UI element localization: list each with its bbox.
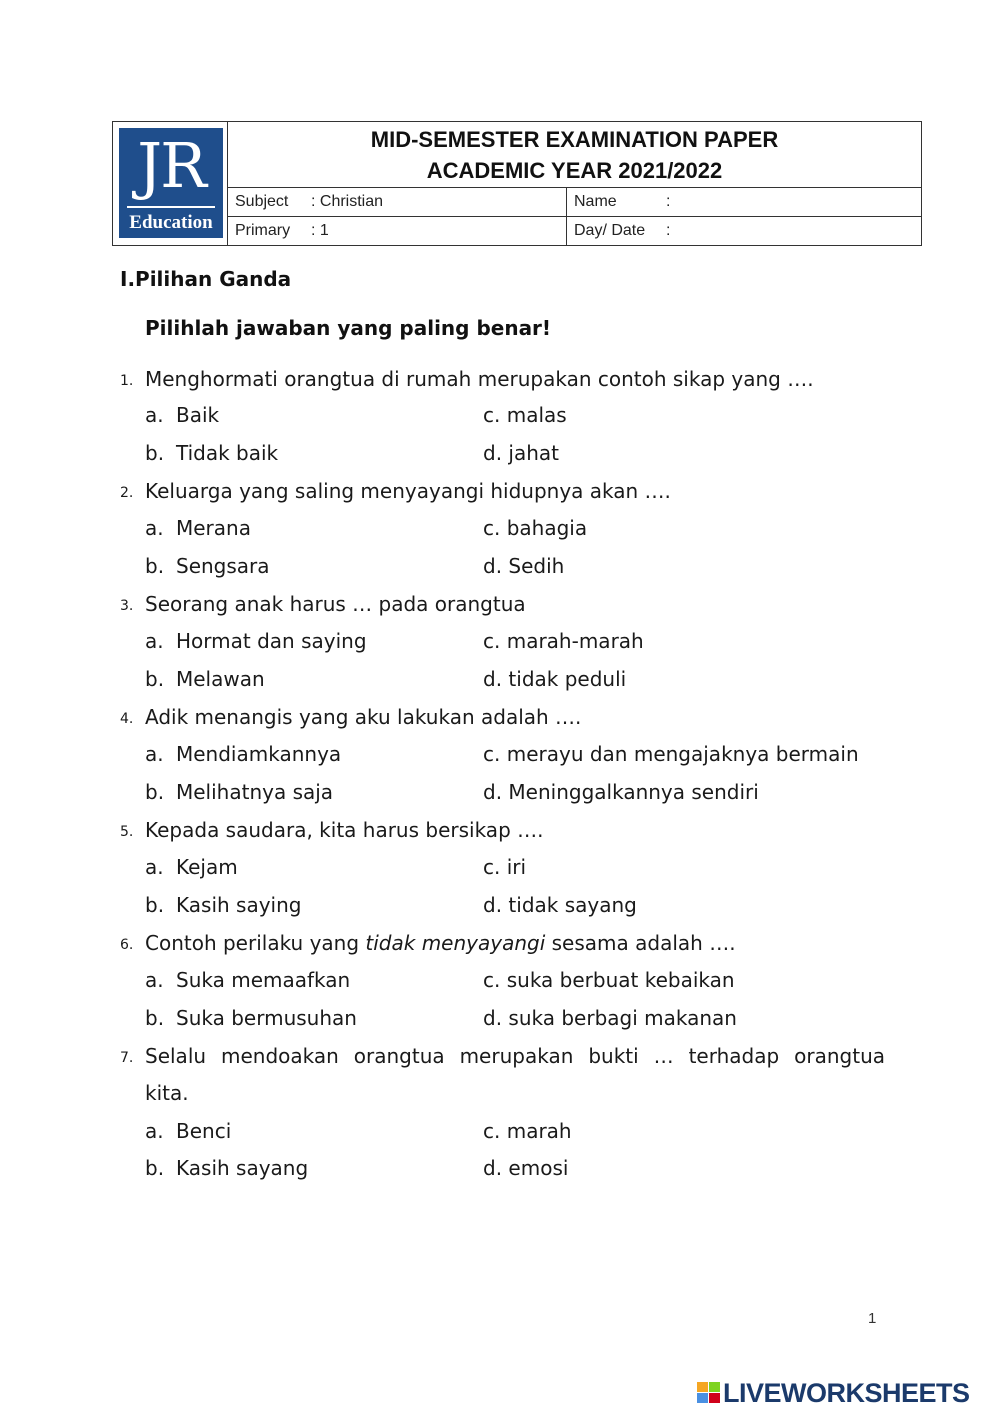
question-text-line1: Selalu mendoakan orangtua merupakan bukti … terhadap orangtua <box>145 1044 885 1068</box>
option-b[interactable]: b. Sengsara <box>145 554 270 578</box>
exam-header-table <box>112 121 922 246</box>
option-a[interactable]: a. Merana <box>145 516 251 540</box>
question-text-line2: kita. <box>145 1081 189 1105</box>
liveworksheets-watermark[interactable] <box>697 1378 997 1408</box>
question-text: Keluarga yang saling menyayangi hidupnya akan …. <box>145 479 671 503</box>
option-b[interactable]: b. Melihatnya saja <box>145 780 334 804</box>
name-cell <box>567 188 921 216</box>
exam-title-cell <box>228 122 921 188</box>
liveworksheets-text: LIVEWORKSHEETS <box>723 1378 970 1408</box>
option-d[interactable]: d. jahat <box>483 441 560 465</box>
option-d[interactable]: d. suka berbagi makanan <box>483 1006 737 1030</box>
primary-value: : 1 <box>311 222 329 239</box>
question-number: 5. <box>120 824 134 840</box>
option-d[interactable]: d. tidak peduli <box>483 667 627 691</box>
option-a[interactable]: a. Hormat dan saying <box>145 629 367 653</box>
option-d[interactable]: d. Meninggalkannya sendiri <box>483 780 759 804</box>
liveworksheets-logo-icon <box>697 1382 721 1404</box>
question-number: 3. <box>120 598 134 614</box>
question-text: Seorang anak harus … pada orangtua <box>145 592 526 616</box>
section-instruction: Pilihlah jawaban yang paling benar! <box>145 316 552 340</box>
question-number: 7. <box>120 1050 134 1066</box>
question-text-italic: tidak menyayangi <box>365 931 546 955</box>
option-c[interactable]: c. suka berbuat kebaikan <box>483 968 735 992</box>
subject-value: : Christian <box>311 193 384 210</box>
exam-title-line2: ACADEMIC YEAR 2021/2022 <box>426 158 723 183</box>
option-d[interactable]: d. emosi <box>483 1156 569 1180</box>
logo-cell <box>113 122 228 245</box>
option-a[interactable]: a. Mendiamkannya <box>145 742 342 766</box>
section-title: I.Pilihan Ganda <box>120 267 292 291</box>
option-b[interactable]: b. Kasih sayang <box>145 1156 309 1180</box>
option-c[interactable]: c. iri <box>483 855 527 879</box>
option-c[interactable]: c. merayu dan mengajaknya bermain <box>483 742 859 766</box>
question-text: Contoh perilaku yang tidak menyayangi sesama adalah …. <box>145 931 736 955</box>
question-number: 4. <box>120 711 134 727</box>
question-number: 2. <box>120 485 134 501</box>
name-field[interactable]: : <box>666 193 671 210</box>
date-field[interactable]: : <box>666 222 671 239</box>
question-number: 6. <box>120 937 134 953</box>
question-text: Menghormati orangtua di rumah merupakan contoh sikap yang …. <box>145 367 814 391</box>
question-text: Adik menangis yang aku lakukan adalah …. <box>145 705 582 729</box>
option-c[interactable]: c. malas <box>483 403 567 427</box>
option-a[interactable]: a. Suka memaafkan <box>145 968 351 992</box>
option-b[interactable]: b. Suka bermusuhan <box>145 1006 357 1030</box>
option-a[interactable]: a. Baik <box>145 403 220 427</box>
date-label: Day/ Date <box>574 222 646 239</box>
info-row-1 <box>228 188 921 217</box>
logo-jr-text: JR <box>137 129 205 202</box>
page-number: 1 <box>868 1310 877 1327</box>
date-cell <box>567 217 921 245</box>
option-d[interactable]: d. tidak sayang <box>483 893 637 917</box>
logo-education-text: Education <box>129 212 213 233</box>
primary-cell <box>228 217 567 245</box>
option-a[interactable]: a. Benci <box>145 1119 232 1143</box>
option-c[interactable]: c. marah <box>483 1119 572 1143</box>
option-d[interactable]: d. Sedih <box>483 554 565 578</box>
option-a[interactable]: a. Kejam <box>145 855 238 879</box>
exam-title-line1: MID-SEMESTER EXAMINATION PAPER <box>370 127 779 152</box>
name-label: Name <box>574 193 617 210</box>
question-text: Kepada saudara, kita harus bersikap …. <box>145 818 544 842</box>
question-number: 1. <box>120 373 134 389</box>
option-c[interactable]: c. marah-marah <box>483 629 644 653</box>
option-b[interactable]: b. Tidak baik <box>145 441 279 465</box>
jr-education-logo <box>119 128 223 238</box>
option-b[interactable]: b. Melawan <box>145 667 265 691</box>
subject-cell <box>228 188 567 216</box>
logo-divider <box>127 206 215 208</box>
primary-label: Primary <box>235 222 291 239</box>
option-b[interactable]: b. Kasih saying <box>145 893 302 917</box>
subject-label: Subject <box>235 193 289 210</box>
info-row-2 <box>228 217 921 245</box>
option-c[interactable]: c. bahagia <box>483 516 588 540</box>
